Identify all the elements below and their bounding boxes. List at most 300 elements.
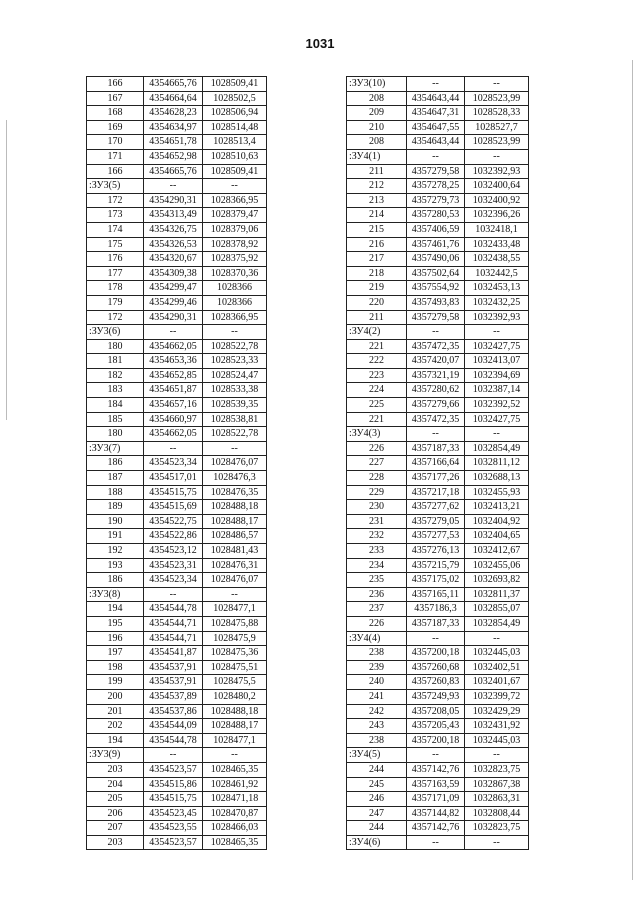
y-coordinate-cell: 1028502,5 [203, 91, 267, 106]
x-coordinate-cell: 4354634,97 [144, 120, 203, 135]
x-coordinate-cell: 4357321,19 [407, 368, 465, 383]
table-row [347, 602, 529, 617]
y-coordinate-cell: 1028513,4 [203, 135, 267, 150]
point-number-cell: 186 [87, 456, 144, 471]
table-row [347, 427, 529, 442]
y-coordinate-cell: 1032693,82 [465, 573, 529, 588]
point-number-cell: 221 [347, 412, 407, 427]
y-coordinate-cell: 1028527,7 [465, 120, 529, 135]
page-number: 1031 [305, 36, 335, 51]
x-coordinate-cell: 4357166,64 [407, 456, 465, 471]
table-row [347, 777, 529, 792]
point-number-cell: 200 [87, 689, 144, 704]
table-row [87, 266, 267, 281]
table-row [87, 368, 267, 383]
x-coordinate-cell: -- [407, 748, 465, 763]
point-number-cell: 236 [347, 587, 407, 602]
table-row [87, 120, 267, 135]
x-coordinate-cell: 4354523,45 [144, 806, 203, 821]
x-coordinate-cell: 4357165,11 [407, 587, 465, 602]
y-coordinate-cell: 1028475,88 [203, 616, 267, 631]
point-number-cell: 188 [87, 485, 144, 500]
y-coordinate-cell: 1028379,47 [203, 208, 267, 223]
x-coordinate-cell: 4354651,78 [144, 135, 203, 150]
point-number-cell: 167 [87, 91, 144, 106]
point-number-cell: 196 [87, 631, 144, 646]
parcel-label-cell: :ЗУ4(2) [347, 325, 407, 340]
x-coordinate-cell: 4354664,64 [144, 91, 203, 106]
x-coordinate-cell: 4357280,62 [407, 383, 465, 398]
x-coordinate-cell: 4354544,78 [144, 602, 203, 617]
y-coordinate-cell: 1032823,75 [465, 762, 529, 777]
table-row [87, 485, 267, 500]
point-number-cell: 223 [347, 368, 407, 383]
x-coordinate-cell: 4354309,38 [144, 266, 203, 281]
x-coordinate-cell: 4354537,91 [144, 660, 203, 675]
table-row [347, 514, 529, 529]
y-coordinate-cell: 1028477,1 [203, 733, 267, 748]
point-number-cell: 203 [87, 762, 144, 777]
y-coordinate-cell: 1028528,33 [465, 106, 529, 121]
point-number-cell: 177 [87, 266, 144, 281]
parcel-label-cell: :ЗУ4(5) [347, 748, 407, 763]
x-coordinate-cell: 4357280,53 [407, 208, 465, 223]
y-coordinate-cell: 1032404,92 [465, 514, 529, 529]
y-coordinate-cell: 1028506,94 [203, 106, 267, 121]
x-coordinate-cell: 4357554,92 [407, 281, 465, 296]
y-coordinate-cell: 1028522,78 [203, 339, 267, 354]
y-coordinate-cell: -- [203, 179, 267, 194]
point-number-cell: 187 [87, 471, 144, 486]
x-coordinate-cell: 4357200,18 [407, 646, 465, 661]
point-number-cell: 172 [87, 193, 144, 208]
x-coordinate-cell: 4354522,75 [144, 514, 203, 529]
point-number-cell: 238 [347, 646, 407, 661]
y-coordinate-cell: 1028366 [203, 295, 267, 310]
point-number-cell: 206 [87, 806, 144, 821]
point-number-cell: 190 [87, 514, 144, 529]
y-coordinate-cell: 1032394,69 [465, 368, 529, 383]
x-coordinate-cell: 4357205,43 [407, 719, 465, 734]
x-coordinate-cell: 4357276,13 [407, 544, 465, 559]
x-coordinate-cell: 4354299,47 [144, 281, 203, 296]
y-coordinate-cell: -- [465, 835, 529, 850]
point-number-cell: 183 [87, 383, 144, 398]
y-coordinate-cell: 1032433,48 [465, 237, 529, 252]
point-number-cell: 205 [87, 792, 144, 807]
table-row [87, 106, 267, 121]
table-row [347, 704, 529, 719]
point-number-cell: 202 [87, 719, 144, 734]
point-number-cell: 221 [347, 339, 407, 354]
x-coordinate-cell: 4357279,05 [407, 514, 465, 529]
point-number-cell: 228 [347, 471, 407, 486]
table-row [87, 295, 267, 310]
x-coordinate-cell: 4357163,59 [407, 777, 465, 792]
scan-edge-left [6, 120, 7, 420]
table-row [347, 106, 529, 121]
parcel-label-cell: :ЗУ3(10) [347, 77, 407, 92]
y-coordinate-cell: 1028538,81 [203, 412, 267, 427]
x-coordinate-cell: 4357175,02 [407, 573, 465, 588]
y-coordinate-cell: 1028465,35 [203, 835, 267, 850]
scan-edge-right [632, 60, 633, 880]
y-coordinate-cell: 1028366,95 [203, 310, 267, 325]
y-coordinate-cell: 1028522,78 [203, 427, 267, 442]
table-row [87, 616, 267, 631]
x-coordinate-cell: 4354541,87 [144, 646, 203, 661]
point-number-cell: 215 [347, 222, 407, 237]
x-coordinate-cell: 4357217,18 [407, 485, 465, 500]
x-coordinate-cell: 4354662,05 [144, 427, 203, 442]
y-coordinate-cell: 1032432,25 [465, 295, 529, 310]
x-coordinate-cell: 4357144,82 [407, 806, 465, 821]
y-coordinate-cell: 1028476,3 [203, 471, 267, 486]
table-row [347, 544, 529, 559]
y-coordinate-cell: 1028481,43 [203, 544, 267, 559]
parcel-label-cell: :ЗУ3(9) [87, 748, 144, 763]
x-coordinate-cell: 4354326,75 [144, 222, 203, 237]
x-coordinate-cell: 4354517,01 [144, 471, 203, 486]
point-number-cell: 171 [87, 149, 144, 164]
point-number-cell: 172 [87, 310, 144, 325]
y-coordinate-cell: 1032412,67 [465, 544, 529, 559]
y-coordinate-cell: 1028476,07 [203, 456, 267, 471]
x-coordinate-cell: 4354523,55 [144, 821, 203, 836]
point-number-cell: 193 [87, 558, 144, 573]
table-row [347, 77, 529, 92]
x-coordinate-cell: 4354523,12 [144, 544, 203, 559]
point-number-cell: 243 [347, 719, 407, 734]
y-coordinate-cell: -- [465, 748, 529, 763]
point-number-cell: 181 [87, 354, 144, 369]
point-number-cell: 213 [347, 193, 407, 208]
x-coordinate-cell: 4354544,09 [144, 719, 203, 734]
x-coordinate-cell: 4354537,91 [144, 675, 203, 690]
table-row [87, 558, 267, 573]
table-row [347, 573, 529, 588]
x-coordinate-cell: 4354662,05 [144, 339, 203, 354]
y-coordinate-cell: 1028523,33 [203, 354, 267, 369]
point-number-cell: 219 [347, 281, 407, 296]
table-row [347, 325, 529, 340]
x-coordinate-cell: 4354657,16 [144, 398, 203, 413]
y-coordinate-cell: 1032455,06 [465, 558, 529, 573]
y-coordinate-cell: 1032442,5 [465, 266, 529, 281]
table-row [87, 237, 267, 252]
table-row [347, 719, 529, 734]
point-number-cell: 204 [87, 777, 144, 792]
y-coordinate-cell: 1032392,52 [465, 398, 529, 413]
x-coordinate-cell: 4354647,55 [407, 120, 465, 135]
y-coordinate-cell: 1032854,49 [465, 441, 529, 456]
table-row [87, 704, 267, 719]
table-row [347, 252, 529, 267]
y-coordinate-cell: 1032396,26 [465, 208, 529, 223]
point-number-cell: 173 [87, 208, 144, 223]
point-number-cell: 225 [347, 398, 407, 413]
x-coordinate-cell: 4354320,67 [144, 252, 203, 267]
x-coordinate-cell: 4354523,34 [144, 456, 203, 471]
x-coordinate-cell: 4357260,83 [407, 675, 465, 690]
y-coordinate-cell: 1028488,17 [203, 719, 267, 734]
point-number-cell: 226 [347, 441, 407, 456]
point-number-cell: 246 [347, 792, 407, 807]
point-number-cell: 231 [347, 514, 407, 529]
x-coordinate-cell: -- [144, 441, 203, 456]
y-coordinate-cell: 1028488,17 [203, 514, 267, 529]
x-coordinate-cell: 4357502,64 [407, 266, 465, 281]
point-number-cell: 189 [87, 500, 144, 515]
table-row [87, 208, 267, 223]
table-row [347, 441, 529, 456]
y-coordinate-cell: 1032808,44 [465, 806, 529, 821]
table-row [87, 689, 267, 704]
table-row [87, 514, 267, 529]
table-row [347, 398, 529, 413]
table-row [87, 544, 267, 559]
y-coordinate-cell: 1028476,07 [203, 573, 267, 588]
x-coordinate-cell: 4354651,87 [144, 383, 203, 398]
x-coordinate-cell: 4354653,36 [144, 354, 203, 369]
y-coordinate-cell: 1028470,87 [203, 806, 267, 821]
point-number-cell: 214 [347, 208, 407, 223]
table-row [87, 835, 267, 850]
table-row [347, 164, 529, 179]
table-row [87, 281, 267, 296]
point-number-cell: 179 [87, 295, 144, 310]
point-number-cell: 237 [347, 602, 407, 617]
table-row [347, 733, 529, 748]
y-coordinate-cell: 1032438,55 [465, 252, 529, 267]
y-coordinate-cell: 1028476,35 [203, 485, 267, 500]
point-number-cell: 186 [87, 573, 144, 588]
point-number-cell: 197 [87, 646, 144, 661]
x-coordinate-cell: 4354515,75 [144, 792, 203, 807]
table-row [87, 500, 267, 515]
table-row [347, 748, 529, 763]
table-row [347, 471, 529, 486]
y-coordinate-cell: 1032445,03 [465, 646, 529, 661]
table-row [87, 135, 267, 150]
x-coordinate-cell: 4354660,97 [144, 412, 203, 427]
x-coordinate-cell: 4354313,49 [144, 208, 203, 223]
y-coordinate-cell: 1028366,95 [203, 193, 267, 208]
parcel-label-cell: :ЗУ4(4) [347, 631, 407, 646]
x-coordinate-cell: 4354515,75 [144, 485, 203, 500]
table-row [347, 500, 529, 515]
table-row [87, 149, 267, 164]
y-coordinate-cell: 1032823,75 [465, 821, 529, 836]
table-row [347, 456, 529, 471]
y-coordinate-cell: -- [465, 325, 529, 340]
table-row [87, 660, 267, 675]
table-row [87, 471, 267, 486]
table-row [87, 398, 267, 413]
point-number-cell: 211 [347, 310, 407, 325]
y-coordinate-cell: -- [203, 325, 267, 340]
x-coordinate-cell: 4354652,98 [144, 149, 203, 164]
table-row [87, 222, 267, 237]
table-row [87, 91, 267, 106]
point-number-cell: 176 [87, 252, 144, 267]
y-coordinate-cell: 1032688,13 [465, 471, 529, 486]
x-coordinate-cell: -- [407, 835, 465, 850]
point-number-cell: 192 [87, 544, 144, 559]
y-coordinate-cell: 1028480,2 [203, 689, 267, 704]
x-coordinate-cell: -- [407, 149, 465, 164]
x-coordinate-cell: 4357187,33 [407, 441, 465, 456]
x-coordinate-cell: -- [407, 325, 465, 340]
y-coordinate-cell: 1032855,07 [465, 602, 529, 617]
x-coordinate-cell: -- [144, 179, 203, 194]
table-row [87, 427, 267, 442]
y-coordinate-cell: 1032431,92 [465, 719, 529, 734]
y-coordinate-cell: 1028379,06 [203, 222, 267, 237]
table-row [87, 193, 267, 208]
table-row [347, 412, 529, 427]
y-coordinate-cell: 1032418,1 [465, 222, 529, 237]
point-number-cell: 201 [87, 704, 144, 719]
table-row [87, 412, 267, 427]
point-number-cell: 245 [347, 777, 407, 792]
x-coordinate-cell: 4357277,62 [407, 500, 465, 515]
x-coordinate-cell: -- [407, 631, 465, 646]
table-row [347, 193, 529, 208]
point-number-cell: 208 [347, 91, 407, 106]
x-coordinate-cell: 4357490,06 [407, 252, 465, 267]
table-row [347, 266, 529, 281]
table-row [87, 762, 267, 777]
point-number-cell: 191 [87, 529, 144, 544]
point-number-cell: 199 [87, 675, 144, 690]
point-number-cell: 174 [87, 222, 144, 237]
x-coordinate-cell: -- [144, 587, 203, 602]
coordinates-table-right [346, 76, 529, 850]
y-coordinate-cell: 1028539,35 [203, 398, 267, 413]
x-coordinate-cell: 4357187,33 [407, 616, 465, 631]
x-coordinate-cell: 4357279,66 [407, 398, 465, 413]
point-number-cell: 194 [87, 602, 144, 617]
y-coordinate-cell: 1028510,63 [203, 149, 267, 164]
y-coordinate-cell: 1028366 [203, 281, 267, 296]
point-number-cell: 216 [347, 237, 407, 252]
table-row [347, 149, 529, 164]
point-number-cell: 169 [87, 120, 144, 135]
y-coordinate-cell: -- [465, 427, 529, 442]
point-number-cell: 175 [87, 237, 144, 252]
x-coordinate-cell: 4354544,71 [144, 631, 203, 646]
table-row [347, 368, 529, 383]
point-number-cell: 212 [347, 179, 407, 194]
x-coordinate-cell: 4357186,3 [407, 602, 465, 617]
x-coordinate-cell: 4357177,26 [407, 471, 465, 486]
y-coordinate-cell: 1032399,72 [465, 689, 529, 704]
y-coordinate-cell: 1032387,14 [465, 383, 529, 398]
table-row [87, 77, 267, 92]
y-coordinate-cell: 1028475,9 [203, 631, 267, 646]
y-coordinate-cell: 1032400,92 [465, 193, 529, 208]
table-row [347, 179, 529, 194]
table-row [87, 339, 267, 354]
parcel-label-cell: :ЗУ3(5) [87, 179, 144, 194]
table-row [347, 485, 529, 500]
point-number-cell: 184 [87, 398, 144, 413]
x-coordinate-cell: 4354522,86 [144, 529, 203, 544]
x-coordinate-cell: 4354665,76 [144, 164, 203, 179]
point-number-cell: 198 [87, 660, 144, 675]
y-coordinate-cell: 1028475,36 [203, 646, 267, 661]
y-coordinate-cell: -- [465, 149, 529, 164]
point-number-cell: 224 [347, 383, 407, 398]
table-row [347, 821, 529, 836]
x-coordinate-cell: 4357472,35 [407, 412, 465, 427]
x-coordinate-cell: 4354665,76 [144, 77, 203, 92]
x-coordinate-cell: 4357279,58 [407, 310, 465, 325]
point-number-cell: 217 [347, 252, 407, 267]
y-coordinate-cell: 1032811,37 [465, 587, 529, 602]
y-coordinate-cell: 1028477,1 [203, 602, 267, 617]
table-row [87, 631, 267, 646]
y-coordinate-cell: -- [465, 631, 529, 646]
point-number-cell: 170 [87, 135, 144, 150]
x-coordinate-cell: 4354515,86 [144, 777, 203, 792]
table-row [87, 806, 267, 821]
x-coordinate-cell: 4357142,76 [407, 762, 465, 777]
point-number-cell: 211 [347, 164, 407, 179]
point-number-cell: 185 [87, 412, 144, 427]
x-coordinate-cell: 4354290,31 [144, 310, 203, 325]
point-number-cell: 178 [87, 281, 144, 296]
point-number-cell: 238 [347, 733, 407, 748]
table-row [347, 354, 529, 369]
x-coordinate-cell: 4354290,31 [144, 193, 203, 208]
x-coordinate-cell: -- [144, 325, 203, 340]
x-coordinate-cell: 4354537,86 [144, 704, 203, 719]
y-coordinate-cell: 1028488,18 [203, 704, 267, 719]
y-coordinate-cell: 1032427,75 [465, 339, 529, 354]
x-coordinate-cell: 4354523,34 [144, 573, 203, 588]
point-number-cell: 247 [347, 806, 407, 821]
x-coordinate-cell: 4357279,58 [407, 164, 465, 179]
x-coordinate-cell: 4357277,53 [407, 529, 465, 544]
point-number-cell: 241 [347, 689, 407, 704]
point-number-cell: 182 [87, 368, 144, 383]
x-coordinate-cell: 4357461,76 [407, 237, 465, 252]
x-coordinate-cell: 4354537,89 [144, 689, 203, 704]
y-coordinate-cell: 1032402,51 [465, 660, 529, 675]
x-coordinate-cell: 4357420,07 [407, 354, 465, 369]
x-coordinate-cell: 4357208,05 [407, 704, 465, 719]
x-coordinate-cell: 4354515,69 [144, 500, 203, 515]
y-coordinate-cell: 1032392,93 [465, 310, 529, 325]
y-coordinate-cell: 1028370,36 [203, 266, 267, 281]
y-coordinate-cell: 1032854,49 [465, 616, 529, 631]
table-row [87, 675, 267, 690]
y-coordinate-cell: -- [465, 77, 529, 92]
x-coordinate-cell: 4357493,83 [407, 295, 465, 310]
y-coordinate-cell: 1032429,29 [465, 704, 529, 719]
y-coordinate-cell: 1028488,18 [203, 500, 267, 515]
point-number-cell: 207 [87, 821, 144, 836]
point-number-cell: 180 [87, 427, 144, 442]
y-coordinate-cell: 1028524,47 [203, 368, 267, 383]
table-row [347, 120, 529, 135]
table-row [347, 587, 529, 602]
parcel-label-cell: :ЗУ3(6) [87, 325, 144, 340]
x-coordinate-cell: 4357200,18 [407, 733, 465, 748]
point-number-cell: 227 [347, 456, 407, 471]
